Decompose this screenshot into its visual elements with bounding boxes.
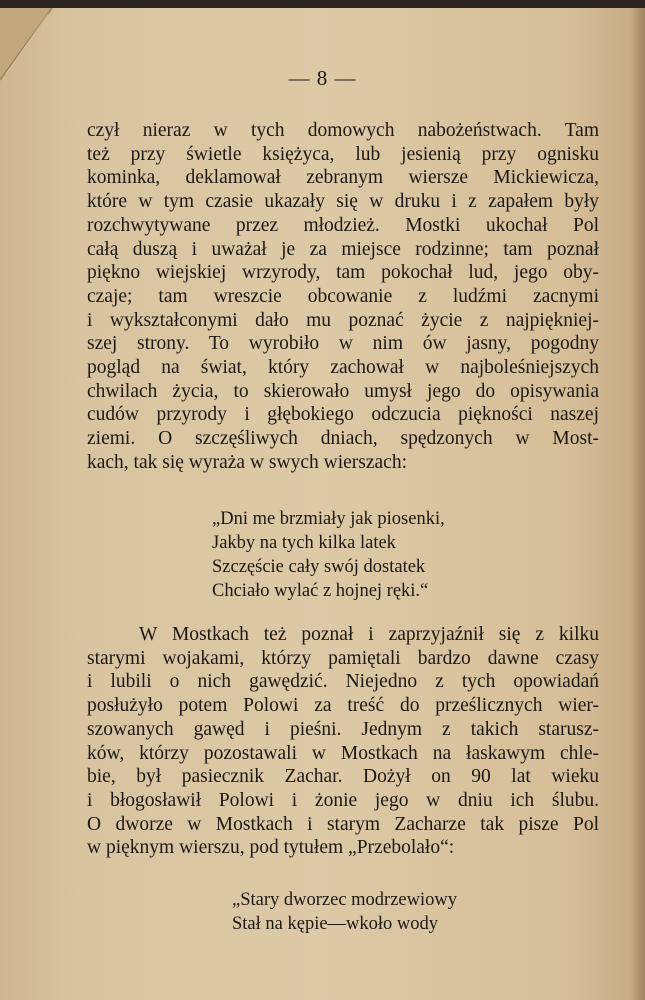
text-line: szej strony. To wyrobiło w nim ów jasny, pogodny <box>87 333 599 355</box>
text-line: w pięknym wierszu, pod tytułem „Przebolało“: <box>87 837 455 859</box>
text-line: które w tym czasie ukazały się w druku i z zapałem były <box>87 191 599 213</box>
text-line: piękno wiejskiej wrzyrody, tam pokochał lud, jego oby- <box>87 262 599 284</box>
text-line: kach, tak się wyraża w swych wierszach: <box>87 451 407 473</box>
text-line: rozchwytywane przez młodzież. Mostki ukochał Pol <box>87 214 599 236</box>
text-line: i lubili o nich gawędzić. Niejedno z tych opowiadań <box>87 671 599 693</box>
text-line: ziemi. O szczęśliwych dniach, spędzonych w Most- <box>87 428 599 450</box>
text-line: czył nieraz w tych domowych nabożeństwach. Tam <box>87 120 599 141</box>
text-line: starymi wojakami, którzy pamiętali bardzo dawne czasy <box>87 647 599 669</box>
page-edge-shadow <box>631 8 645 1000</box>
text-line: pogląd na świat, który zachował w najboleśniejszych <box>87 357 599 379</box>
verse-line: Szczęście cały swój dostatek <box>212 557 426 577</box>
verse-quote-1 <box>212 507 445 603</box>
verse-line: Chciało wylać z hojnej ręki.“ <box>212 581 429 601</box>
verse-line: Jakby na tych kilka latek <box>212 533 396 553</box>
verse-line: „Stary dworzec modrzewiowy <box>232 890 457 910</box>
text-line: bie, był pasiecznik Zachar. Dożył on 90 lat wieku <box>87 766 599 788</box>
text-line: W Mostkach też poznał i zaprzyjaźnił się z kilku <box>139 624 599 645</box>
text-line: cudów przyrody i głębokiego odczucia piękności naszej <box>87 404 599 426</box>
text-line: szowanych gawęd i pieśni. Jednym z takich starusz- <box>87 718 599 740</box>
text-line: chwilach życia, to skierowało umysł jego do opisywania <box>87 380 599 402</box>
verse-quote-2 <box>232 888 457 936</box>
text-line: posłużyło potem Polowi za treść do prześlicznych wier- <box>87 695 599 717</box>
text-line: i wykształconymi dało mu poznać życie z najpiękniej- <box>87 309 599 331</box>
text-line: kominka, deklamował zebranym wiersze Mickiewicza, <box>87 167 599 189</box>
verse-line: „Dni me brzmiały jak piosenki, <box>212 509 445 529</box>
page-number: — 8 — <box>288 66 357 90</box>
text-line: i błogosławił Polowi i żonie jego w dniu ich ślubu. <box>87 789 599 811</box>
text-line: O dworze w Mostkach i starym Zacharze tak pisze Pol <box>87 813 599 835</box>
paragraph-2 <box>87 623 599 860</box>
scan-top-edge <box>0 0 645 8</box>
text-line: ków, którzy pozostawali w Mostkach na łaskawym chle- <box>87 742 599 764</box>
verse-line: Stał na kępie—wkoło wody <box>232 914 439 934</box>
text-line: też przy świetle księżyca, lub jesienią przy ognisku <box>87 143 599 165</box>
text-line: czaje; tam wreszcie obcowanie z ludźmi zacnymi <box>87 285 599 307</box>
paragraph-1 <box>87 119 599 475</box>
text-line: całą duszą i uważał je za miejsce rodzinne; tam poznał <box>87 238 599 260</box>
